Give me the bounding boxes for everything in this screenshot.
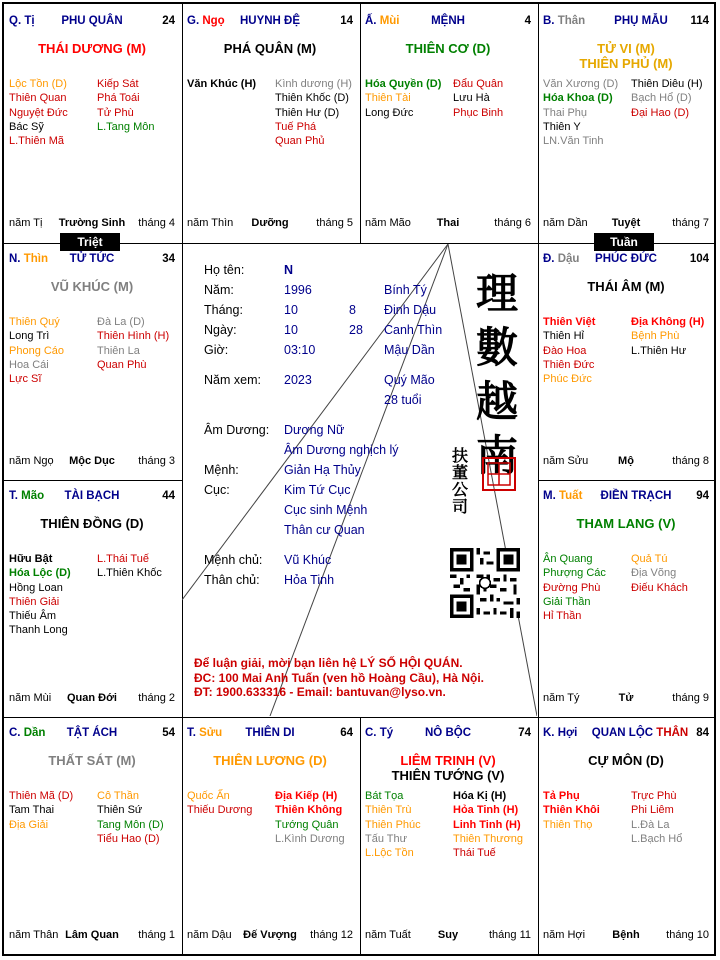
value-year: 1996 <box>284 283 312 297</box>
value-month-lunar: 8 <box>349 303 356 317</box>
palace-phase: Tuyệt <box>611 217 641 229</box>
star: Tấu Thư <box>365 832 408 845</box>
main-star: THÁI DƯƠNG (M) <box>38 41 146 56</box>
value-age: 28 tuổi <box>384 393 422 407</box>
star: Tướng Quân <box>275 818 339 831</box>
label-menh-chu: Mệnh chủ: <box>204 553 263 567</box>
palace-ti[interactable] <box>4 4 180 240</box>
main-star: THIÊN LƯƠNG (D) <box>213 753 327 768</box>
palace-mao[interactable] <box>4 479 180 715</box>
palace-number: 104 <box>689 253 709 265</box>
palace-name: PHỤ MẪU <box>614 15 668 27</box>
star: Phá Toái <box>97 92 140 105</box>
palace-ngo[interactable] <box>182 4 358 240</box>
palace-thin[interactable] <box>4 242 180 478</box>
value-month-can: Đinh Dậu <box>384 303 437 317</box>
star: Thiên La <box>97 344 140 357</box>
main-star: THÁI ÂM (M) <box>587 279 665 294</box>
palace-branch: K. Hợi <box>543 727 578 739</box>
palace-name: HUYNH ĐỆ <box>239 15 301 27</box>
star: Địa Võng <box>631 567 677 580</box>
palace-year: năm Hợi <box>543 929 586 941</box>
palace-branch: Ấ. Mùi <box>365 15 400 27</box>
value-day: 10 <box>284 323 298 337</box>
star: Địa Giải <box>9 818 49 831</box>
star: Bệnh Phù <box>631 330 680 343</box>
palace-tuat[interactable] <box>538 479 714 715</box>
palace-number: 64 <box>340 727 353 739</box>
palace-phase: Suy <box>437 929 459 941</box>
palace-phase: Mộ <box>618 455 634 467</box>
star: L.Kình Dương <box>275 832 345 845</box>
palace-month: tháng 2 <box>138 692 175 704</box>
star: Ân Quang <box>543 553 593 565</box>
than-marker: THÂN <box>656 727 689 739</box>
value-hour: 03:10 <box>284 343 316 357</box>
star: Văn Xương (D) <box>543 78 619 90</box>
star: Thai Phụ <box>543 106 588 119</box>
contact-line: Để luận giải, mời bạn liên hệ LÝ SỐ HỘI QUÁN. <box>194 656 463 670</box>
palace-dau[interactable] <box>538 242 714 478</box>
palace-year: năm Thìn <box>187 217 234 229</box>
palace-name: THIÊN DI <box>245 727 295 739</box>
palace-number: 24 <box>162 15 175 27</box>
star: Đào Hoa <box>543 344 587 357</box>
star: Long Đức <box>365 106 414 119</box>
star: Long Trì <box>9 330 50 343</box>
palace-month: tháng 4 <box>138 217 175 229</box>
palace-year: năm Tuất <box>365 929 411 941</box>
main-star: THẤT SÁT (M) <box>48 753 136 768</box>
star: Lộc Tồn (D) <box>9 78 67 90</box>
main-star: THIÊN TƯỚNG (V) <box>391 768 505 783</box>
star: Thiên Khốc (D) <box>275 92 349 105</box>
star: Thiên Tài <box>365 92 411 105</box>
star: Địa Kiếp (H) <box>275 790 338 802</box>
palace-year: năm Dậu <box>187 929 232 941</box>
star: Hóa Kị (H) <box>453 790 507 802</box>
star: Hồng Loan <box>9 581 63 594</box>
calligraphy-small: 扶 董 公 司 <box>452 446 469 516</box>
star: L.Thái Tuế <box>97 553 149 565</box>
value-hour-can: Mậu Dần <box>384 343 435 357</box>
star: Tam Thai <box>9 804 55 817</box>
star: Kiếp Sát <box>97 78 139 90</box>
palace-name: TỬ TỨC <box>69 253 115 265</box>
value-cuc: Kim Tứ Cục <box>284 483 351 497</box>
main-star: TỬ VI (M) <box>597 41 655 56</box>
star: L.Thiên Mã <box>9 135 65 148</box>
value-than-position: Thân cư Quan <box>284 523 365 537</box>
star: Tuế Phá <box>275 120 317 133</box>
palace-number: 44 <box>162 490 175 502</box>
palace-month: tháng 11 <box>488 929 531 941</box>
main-star: VŨ KHÚC (M) <box>50 279 134 294</box>
main-star: THIÊN ĐỒNG (D) <box>40 516 144 531</box>
star: Hoa Cái <box>9 358 49 371</box>
palace-branch: B. Thân <box>543 15 586 27</box>
palace-branch: C. Tý <box>365 727 394 739</box>
star: Đẩu Quân <box>453 78 504 90</box>
value-than-chu: Hỏa Tinh <box>284 573 335 587</box>
main-star: LIÊM TRINH (V) <box>400 753 496 768</box>
star: Thiên Thọ <box>543 818 593 831</box>
label-month: Tháng: <box>204 303 243 317</box>
label-view-year: Năm xem: <box>204 373 261 387</box>
palace-year: năm Mùi <box>9 692 52 704</box>
triet-badge: Triệt <box>60 233 120 251</box>
palace-phase: Đế Vượng <box>243 929 297 941</box>
star: L.Đà La <box>631 818 670 831</box>
palace-name: NÔ BỘC <box>425 727 471 739</box>
star: Thiên Hỉ <box>543 330 584 343</box>
star: Điếu Khách <box>631 581 688 594</box>
star: Phượng Các <box>543 567 606 580</box>
label-day: Ngày: <box>204 323 237 337</box>
star: Thiên Khôi <box>543 804 600 817</box>
star: Thiên Mã (D) <box>9 790 74 802</box>
palace-phase: Lâm Quan <box>65 929 119 941</box>
star: L.Bạch Hổ <box>631 832 683 845</box>
star: Lưu Hà <box>453 92 490 105</box>
palace-branch: G. Ngọ <box>187 15 225 27</box>
star: Thiên Việt <box>543 316 596 328</box>
palace-year: năm Ngọ <box>9 455 54 467</box>
star: L.Tang Môn <box>97 120 155 133</box>
palace-number: 4 <box>524 15 531 27</box>
palace-month: tháng 1 <box>138 929 175 941</box>
palace-year: năm Tý <box>543 692 580 704</box>
star: Phúc Đức <box>543 373 592 386</box>
palace-phase: Bệnh <box>612 929 640 941</box>
palace-name: QUAN LỘC THÂN <box>591 727 689 739</box>
star: Thiên Sứ <box>97 804 143 817</box>
star: Thiên Y <box>543 120 581 133</box>
star: Thiên Thương <box>453 832 524 845</box>
star: Thiên Trù <box>365 804 412 817</box>
star: Thái Tuế <box>453 847 496 860</box>
star: Quan Phù <box>97 358 147 371</box>
value-year-can: Bính Tý <box>384 283 427 297</box>
contact-phone-email[interactable]: ĐT: 1900.633316 - Email: bantuvan@lyso.vn. <box>194 685 446 699</box>
value-menh: Giản Hạ Thủy <box>284 463 361 477</box>
palace-branch: N. Thìn <box>9 253 48 265</box>
value-amduong: Dương Nữ <box>284 423 345 437</box>
palace-year: năm Tị <box>9 217 43 229</box>
main-star: THIÊN PHỦ (M) <box>579 56 673 71</box>
value-cuc-note: Cục sinh Mệnh <box>284 503 368 517</box>
contact-info <box>194 656 484 700</box>
palace-hoi[interactable] <box>538 716 714 952</box>
value-view-can: Quý Mão <box>384 373 435 387</box>
palace-name: MỆNH <box>431 15 465 27</box>
palace-year: năm Dần <box>543 217 588 229</box>
palace-number: 74 <box>518 727 531 739</box>
palace-year: năm Mão <box>365 217 411 229</box>
value-menh-chu: Vũ Khúc <box>284 553 332 567</box>
star: Quả Tú <box>631 553 668 565</box>
palace-number: 54 <box>162 727 175 739</box>
star: Thiên Hình (H) <box>97 330 170 343</box>
palace-month: tháng 12 <box>310 929 353 941</box>
star: Thiên Hư (D) <box>275 106 340 119</box>
star: Linh Tinh (H) <box>453 818 521 831</box>
star: Quốc Ấn <box>187 790 230 802</box>
label-name: Họ tên: <box>204 263 245 277</box>
star: Thiên Quý <box>9 316 60 328</box>
star: Thiên Phúc <box>365 818 421 831</box>
value-month: 10 <box>284 303 298 317</box>
star: Hỉ Thần <box>543 610 582 623</box>
palace-dan[interactable] <box>4 716 180 952</box>
contact-address: ĐC: 100 Mai Anh Tuấn (ven hồ Hoàng Cầu), Hà Nội. <box>194 670 485 685</box>
star: Phong Cáo <box>9 344 65 357</box>
star: L.Lộc Tồn <box>365 847 414 860</box>
palace-phase: Thai <box>436 217 460 229</box>
palace-year: năm Thân <box>9 929 59 941</box>
star: Bát Tọa <box>365 790 404 802</box>
star: Thiên Diêu (H) <box>631 78 703 90</box>
star: Tả Phụ <box>543 790 580 802</box>
palace-ty[interactable] <box>360 716 536 952</box>
star: Nguyệt Đức <box>9 106 68 119</box>
star: Đại Hao (D) <box>631 106 690 119</box>
main-star: CỰ MÔN (D) <box>588 753 664 768</box>
star: Quan Phủ <box>275 135 325 148</box>
palace-name: TẬT ÁCH <box>66 727 118 739</box>
palace-month: tháng 5 <box>316 217 353 229</box>
label-amduong: Âm Dương: <box>204 423 270 437</box>
star: Hóa Lộc (D) <box>9 567 71 580</box>
palace-year: năm Sửu <box>543 455 589 467</box>
palace-number: 84 <box>696 727 709 739</box>
star: Hóa Khoa (D) <box>543 92 613 105</box>
star: Lực Sĩ <box>9 373 42 386</box>
main-star: THAM LANG (V) <box>576 516 676 531</box>
palace-than[interactable] <box>538 4 714 240</box>
label-menh: Mệnh: <box>204 463 239 477</box>
palace-month: tháng 10 <box>666 929 709 941</box>
palace-branch: Đ. Dậu <box>543 253 580 265</box>
star: LN.Văn Tinh <box>543 135 604 148</box>
palace-name: PHU QUÂN <box>61 15 123 27</box>
palace-number: 94 <box>696 490 709 502</box>
center-panel <box>182 242 537 716</box>
star: Thiên Đức <box>543 358 595 371</box>
palace-number: 34 <box>162 253 175 265</box>
star: Kình dương (H) <box>275 78 352 90</box>
palace-phase: Quan Đới <box>67 692 117 704</box>
palace-phase: Tử <box>618 692 634 704</box>
star: Hữu Bật <box>9 553 53 565</box>
value-amduong-note: Âm Dương nghịch lý <box>284 443 399 457</box>
star: Thiên Quan <box>9 92 67 105</box>
palace-month: tháng 9 <box>672 692 709 704</box>
star: Đà La (D) <box>97 316 145 328</box>
label-hour: Giờ: <box>204 343 229 357</box>
value-view-year: 2023 <box>284 373 312 387</box>
palace-number: 114 <box>690 15 709 27</box>
tuan-badge: Tuần <box>594 233 654 251</box>
star: Bạch Hổ (D) <box>631 92 692 105</box>
star: Tang Môn (D) <box>97 818 164 831</box>
star: L.Thiên Khốc <box>97 567 162 580</box>
star: Hỏa Tinh (H) <box>453 804 519 817</box>
palace-name: PHÚC ĐỨC <box>595 253 657 265</box>
value-name: N <box>284 263 294 277</box>
star: Hóa Quyền (D) <box>365 78 442 90</box>
qr-code-icon[interactable] <box>450 548 520 618</box>
palace-month: tháng 7 <box>672 217 709 229</box>
star: Địa Không (H) <box>631 316 705 328</box>
star: Tử Phù <box>97 106 134 119</box>
star: Phi Liêm <box>631 804 674 817</box>
star: Văn Khúc (H) <box>187 78 257 90</box>
calligraphy-logo: 理 數 越 南 <box>475 269 518 480</box>
star: L.Thiên Hư <box>631 344 687 357</box>
star: Giải Thần <box>543 595 591 608</box>
star: Tiểu Hao (D) <box>97 832 160 845</box>
palace-name: TÀI BẠCH <box>64 490 120 502</box>
star: Thiếu Dương <box>187 804 253 817</box>
palace-branch: C. Dần <box>9 727 46 739</box>
main-star: PHÁ QUÂN (M) <box>223 41 317 56</box>
star: Phục Binh <box>453 106 504 119</box>
seal-stamp <box>482 457 516 491</box>
main-star: THIÊN CƠ (D) <box>405 41 491 56</box>
label-cuc: Cục: <box>204 483 230 497</box>
palace-month: tháng 3 <box>138 455 175 467</box>
label-than-chu: Thân chủ: <box>204 573 260 587</box>
palace-phase: Mộc Dục <box>69 455 115 467</box>
palace-mui[interactable] <box>360 4 536 240</box>
palace-branch: M. Tuất <box>543 490 583 502</box>
palace-branch: T. Mão <box>9 490 45 502</box>
palace-month: tháng 6 <box>494 217 531 229</box>
star: Thanh Long <box>9 624 68 637</box>
palace-branch: Q. Tị <box>9 15 35 27</box>
palace-branch: T. Sửu <box>187 727 223 739</box>
palace-suu[interactable] <box>182 716 358 952</box>
star: Thiên Giải <box>9 595 60 608</box>
star: Thiếu Âm <box>9 610 57 623</box>
palace-phase: Dưỡng <box>251 217 289 229</box>
palace-name: ĐIỀN TRẠCH <box>600 490 672 502</box>
star: Trực Phù <box>631 790 677 802</box>
palace-phase: Trường Sinh <box>58 217 126 229</box>
palace-number: 14 <box>340 15 353 27</box>
star: Đường Phù <box>543 581 601 594</box>
star: Bác Sỹ <box>9 120 44 133</box>
label-year: Năm: <box>204 283 234 297</box>
palace-month: tháng 8 <box>672 455 709 467</box>
star: Cô Thần <box>97 790 139 802</box>
value-day-lunar: 28 <box>349 323 363 337</box>
star: Thiên Không <box>275 804 343 817</box>
value-day-can: Canh Thìn <box>384 323 443 337</box>
